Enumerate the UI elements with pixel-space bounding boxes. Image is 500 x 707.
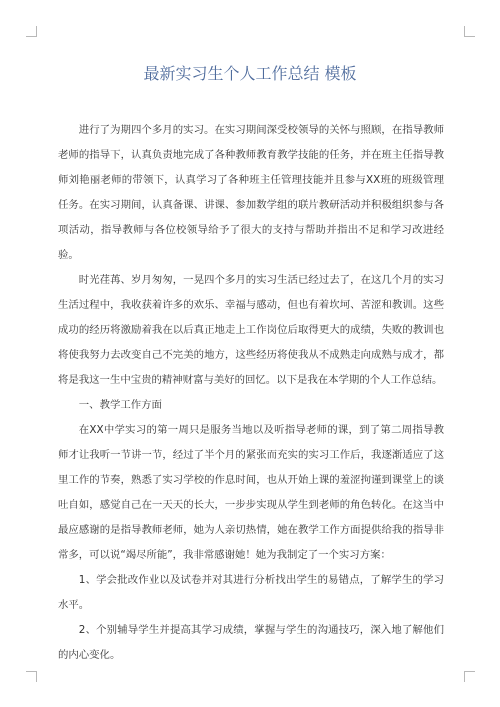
- document-title: 最新实习生个人工作总结 模板: [143, 64, 357, 83]
- section-heading-teaching: 一、教学工作方面: [78, 399, 162, 411]
- crop-mark-top-left: [26, 26, 37, 37]
- section-paragraph-1: 在XX中学实习的第一周只是服务当地以及听指导老师的课，到了第二周指导教师才让我听一节讲一节，经过了半个月的紧张而充实的实习工作后，我逐渐适应了这里工作的节奏，熟悉了实习学校的作息时间，也从开始上课的羞涩拘谨到课堂上的谈吐自如，感觉自己在一天天的长大，一步步实现从学生到老师的角色转化。在这当中最应感谢的是指导教师老师，她为人亲切热情，她在教学工作方面提供给我的指导非常多，可以说“竭尽所能”，我非常感谢她！她为我制定了一个实习方案：: [58, 424, 444, 561]
- document-body: [58, 118, 444, 668]
- intro-paragraph-1: 进行了为期四个多月的实习。在实习期间深受校领导的关怀与照顾，在指导教师老师的指导下，认真负责地完成了各种教师教育教学技能的任务，并在班主任指导教师刘艳丽老师的带领下，认真学习了各种班主任管理技能并且参与XX班的班级管理任务。在实习期间，认真备课、讲课、参加数学组的联片教研活动并积极组织参与各项活动，指导教师与各位校领导给予了很大的支持与帮助并指出不足和学习改进经验。: [58, 124, 444, 261]
- intro-paragraph-2: 时光荏苒、岁月匆匆，一晃四个多月的实习生活已经过去了，在这几个月的实习生活过程中，我收获着许多的欢乐、幸福与感动，但也有着坎坷、苦涩和教训。这些成功的经历将激励着我在以后真正地走上工作岗位后取得更大的成绩，失败的教训也将使我努力去改变自己不完美的地方，这些经历将使我从不成熟走向成熟与成才，都将是我这一生中宝贵的精神财富与美好的回忆。以下是我在本学期的个人工作总结。: [58, 274, 444, 386]
- crop-mark-bottom-right: [464, 671, 475, 682]
- section-paragraph-3: 2、个别辅导学生并提高其学习成绩，掌握与学生的沟通技巧，深入地了解他们的内心变化。: [58, 624, 444, 661]
- section-paragraph-2: 1、学会批改作业以及试卷并对其进行分析找出学生的易错点，了解学生的学习水平。: [58, 574, 444, 611]
- crop-mark-top-right: [464, 26, 475, 37]
- crop-mark-bottom-left: [26, 671, 37, 682]
